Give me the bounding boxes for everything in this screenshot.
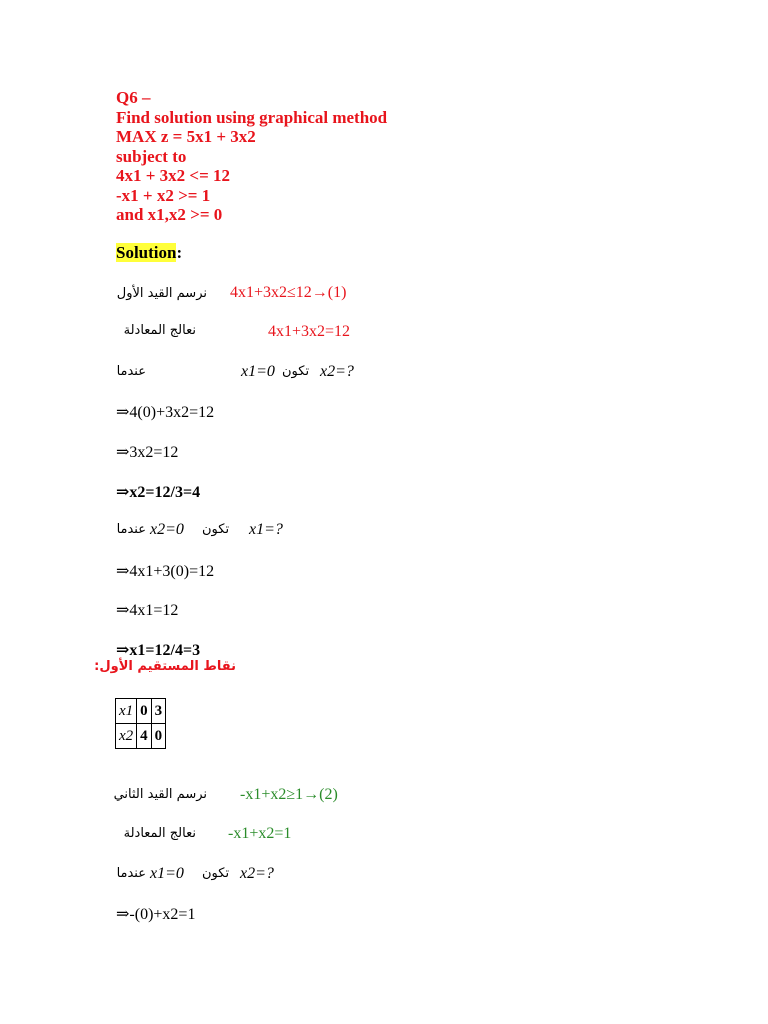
draw-constraint-1-label: نرسم القيد الأول	[116, 286, 207, 301]
query-x2: x2=?	[320, 363, 354, 380]
becomes-label-1: تكون	[282, 364, 310, 379]
when-condition-1: x1=0	[241, 363, 275, 380]
question-number: Q6 –	[116, 88, 151, 107]
step-1: ⇒4(0)+3x2=12	[116, 404, 215, 421]
becomes-label-3: تكون	[202, 866, 230, 881]
subject-to: subject to	[116, 147, 187, 166]
step-7: ⇒-(0)+x2=1	[116, 906, 196, 923]
points-table	[115, 698, 166, 749]
treat-equation-2-label: نعالج المعادلة	[123, 826, 196, 841]
table-row	[116, 699, 166, 724]
query-x2-2: x2=?	[240, 865, 274, 882]
table-cell: 0	[137, 699, 152, 724]
solution-heading	[116, 243, 182, 263]
when-label-3: عندما	[116, 866, 146, 881]
table-cell: 4	[137, 724, 152, 749]
step-4: ⇒4x1+3(0)=12	[116, 563, 215, 580]
table-cell: 0	[151, 724, 166, 749]
when-label-1: عندما	[116, 364, 146, 379]
step-6-result: ⇒x1=12/4=3	[116, 642, 201, 659]
solution-colon: :	[176, 243, 183, 262]
draw-constraint-2-label: نرسم القيد الثاني	[113, 787, 207, 802]
non-negativity: and x1,x2 >= 0	[116, 205, 223, 224]
when-label-2: عندما	[116, 522, 146, 537]
query-x1: x1=?	[249, 521, 283, 538]
objective-function: MAX z = 5x1 + 3x2	[116, 127, 256, 146]
draw-constraint-1-equation: 4x1+3x2≤12→(1)	[230, 284, 347, 301]
table-cell: 3	[151, 699, 166, 724]
solution-label: Solution	[116, 243, 177, 262]
constraint-1: 4x1 + 3x2 <= 12	[116, 166, 231, 185]
table-row	[116, 724, 166, 749]
becomes-label-2: تكون	[202, 522, 230, 537]
draw-constraint-2-equation: -x1+x2≥1→(2)	[240, 786, 338, 803]
treat-equation-1: 4x1+3x2=12	[268, 323, 351, 340]
when-condition-2: x2=0	[150, 521, 184, 538]
step-3-result: ⇒x2=12/3=4	[116, 484, 201, 501]
step-2: ⇒3x2=12	[116, 444, 179, 461]
treat-equation-2: -x1+x2=1	[228, 825, 292, 842]
row-label: x2	[116, 724, 137, 749]
when-condition-3: x1=0	[150, 865, 184, 882]
question-title: Find solution using graphical method	[116, 108, 388, 127]
treat-equation-1-label: نعالج المعادلة	[123, 323, 196, 338]
row-label: x1	[116, 699, 137, 724]
line-1-points-label: نقاط المستقيم الأول:	[94, 659, 236, 674]
step-5: ⇒4x1=12	[116, 602, 179, 619]
constraint-2: -x1 + x2 >= 1	[116, 186, 211, 205]
